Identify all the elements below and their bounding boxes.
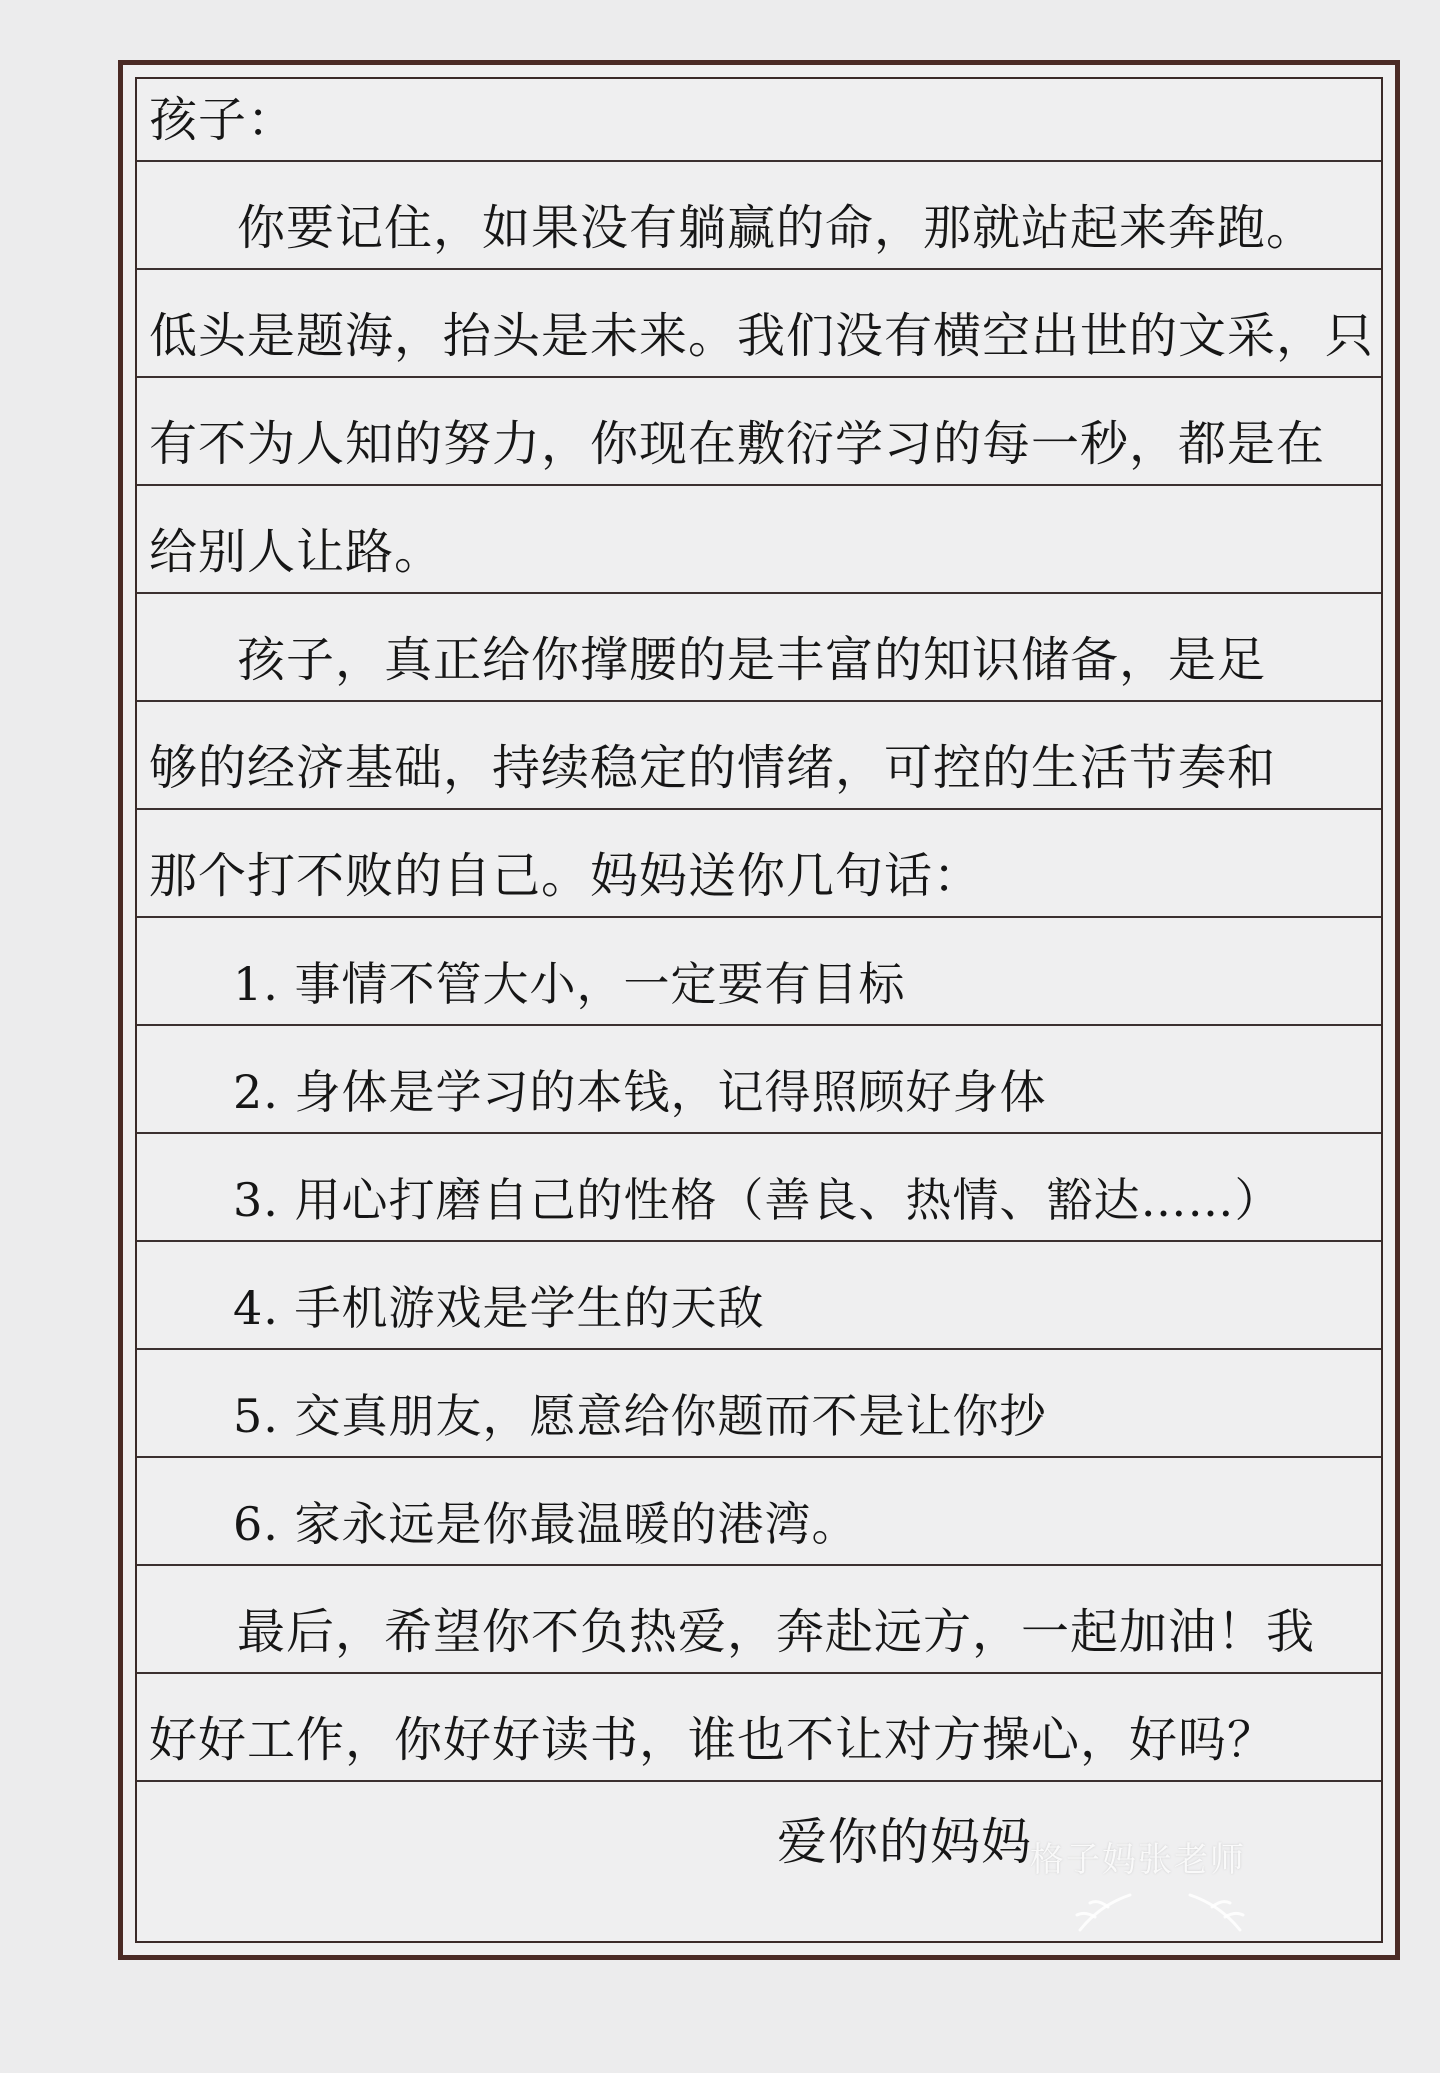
letter-line: [137, 270, 1381, 378]
letter-line: [137, 594, 1381, 702]
wheat-icon: [1060, 1885, 1260, 1935]
list-item: 6. 家永远是你最温暖的港湾。: [233, 1497, 859, 1551]
list-item: 3. 用心打磨自己的性格（善良、热情、豁达……）: [233, 1173, 1282, 1227]
letter-line: [137, 1242, 1381, 1350]
letter-line: [137, 1458, 1381, 1566]
letter-line: [137, 79, 1381, 162]
paragraph-line: 孩子，真正给你撑腰的是丰富的知识储备，是足: [237, 632, 1267, 688]
letter-line: [137, 1026, 1381, 1134]
list-item: 5. 交真朋友，愿意给你题而不是让你抄: [233, 1389, 1047, 1443]
paragraph-line: 最后，希望你不负热爱，奔赴远方，一起加油！我: [237, 1604, 1316, 1660]
paragraph-line: 够的经济基础，持续稳定的情绪，可控的生活节奏和: [149, 740, 1277, 796]
letter-line: [137, 162, 1381, 270]
signature: 爱你的妈妈: [777, 1813, 1032, 1871]
paragraph-line: 有不为人知的努力，你现在敷衍学习的每一秒，都是在: [149, 416, 1326, 472]
paragraph-line: 你要记住，如果没有躺赢的命，那就站起来奔跑。: [237, 200, 1316, 256]
letter-line: [137, 486, 1381, 594]
paragraph-line: 好好工作，你好好读书，谁也不让对方操心，好吗？: [149, 1712, 1277, 1768]
list-item: 1. 事情不管大小，一定要有目标: [233, 957, 906, 1011]
letter-line: [137, 702, 1381, 810]
letter-line: [137, 1134, 1381, 1242]
letter-line: [137, 810, 1381, 918]
letter-line: [137, 378, 1381, 486]
letter-line: [137, 1674, 1381, 1782]
paragraph-line: 给别人让路。: [149, 524, 444, 580]
ruled-frame: [135, 77, 1383, 1943]
letter-sheet: [118, 60, 1400, 1960]
list-item: 2. 身体是学习的本钱，记得照顾好身体: [233, 1065, 1047, 1119]
paragraph-line: 低头是题海，抬头是未来。我们没有横空出世的文采，只: [149, 308, 1375, 364]
list-item: 4. 手机游戏是学生的天敌: [233, 1281, 765, 1335]
letter-line: [137, 1566, 1381, 1674]
watermark-text: 格子妈张老师: [1030, 1840, 1246, 1880]
letter-line: [137, 1350, 1381, 1458]
letter-line: [137, 918, 1381, 1026]
salutation: 孩子：: [149, 92, 297, 148]
paragraph-line: 那个打不败的自己。妈妈送你几句话：: [149, 848, 983, 904]
